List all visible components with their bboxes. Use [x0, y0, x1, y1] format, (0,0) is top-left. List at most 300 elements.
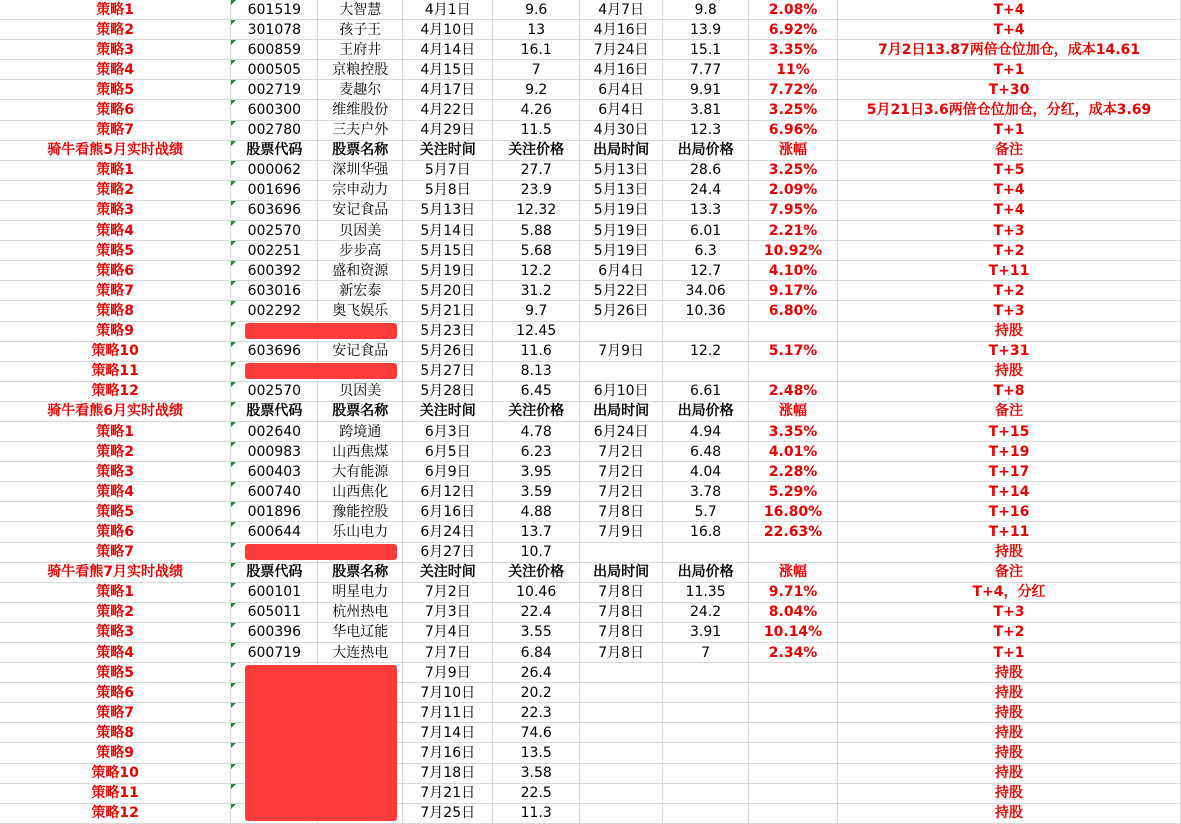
cell-watch-date[interactable]: 5月20日	[403, 281, 493, 301]
strategy-label[interactable]: 策略2	[0, 20, 231, 40]
cell-exit-date[interactable]: 5月19日	[580, 200, 663, 220]
cell-note[interactable]: T+16	[838, 502, 1181, 522]
cell-watch-date[interactable]: 5月8日	[403, 180, 493, 200]
cell-watch-price[interactable]: 16.1	[493, 40, 580, 60]
strategy-label[interactable]: 策略5	[0, 502, 231, 522]
cell-code[interactable]: 000062	[231, 160, 318, 180]
cell-code[interactable]: 000505	[231, 60, 318, 80]
strategy-label[interactable]: 策略10	[0, 763, 231, 783]
strategy-label[interactable]: 策略11	[0, 361, 231, 381]
cell-watch-price[interactable]: 4.78	[493, 421, 580, 441]
cell-exit-price[interactable]: 9.91	[663, 80, 749, 100]
cell-gain[interactable]: 9.71%	[749, 582, 838, 602]
cell-note[interactable]: 持股	[838, 703, 1181, 723]
cell-watch-price[interactable]: 31.2	[493, 281, 580, 301]
cell-exit-price[interactable]: 11.35	[663, 582, 749, 602]
cell-gain[interactable]: 2.48%	[749, 381, 838, 401]
cell-watch-date[interactable]: 5月28日	[403, 381, 493, 401]
strategy-label[interactable]: 策略5	[0, 241, 231, 261]
strategy-label[interactable]: 策略4	[0, 60, 231, 80]
cell-exit-date[interactable]	[580, 803, 663, 823]
cell-note[interactable]: 持股	[838, 683, 1181, 703]
cell-watch-price[interactable]: 3.55	[493, 622, 580, 642]
cell-gain[interactable]	[749, 723, 838, 743]
cell-name[interactable]: 三夫户外	[318, 120, 403, 140]
cell-exit-price[interactable]	[663, 542, 749, 562]
cell-exit-price[interactable]	[663, 663, 749, 683]
strategy-label[interactable]: 策略1	[0, 582, 231, 602]
cell-note[interactable]: T+4	[838, 0, 1181, 20]
cell-exit-date[interactable]: 5月26日	[580, 301, 663, 321]
cell-note[interactable]: T+8	[838, 381, 1181, 401]
cell-watch-date[interactable]: 5月23日	[403, 321, 493, 341]
cell-gain[interactable]	[749, 361, 838, 381]
cell-code[interactable]: 301078	[231, 20, 318, 40]
cell-watch-price[interactable]: 22.3	[493, 703, 580, 723]
cell-code[interactable]: 002292	[231, 301, 318, 321]
cell-code[interactable]: 002640	[231, 421, 318, 441]
cell-exit-date[interactable]	[580, 723, 663, 743]
strategy-label[interactable]: 策略4	[0, 643, 231, 663]
cell-exit-date[interactable]	[580, 321, 663, 341]
cell-watch-price[interactable]: 13.5	[493, 743, 580, 763]
cell-gain[interactable]: 3.25%	[749, 100, 838, 120]
cell-watch-date[interactable]: 5月7日	[403, 160, 493, 180]
cell-note[interactable]: T+2	[838, 281, 1181, 301]
cell-exit-date[interactable]: 7月8日	[580, 502, 663, 522]
cell-watch-date[interactable]: 6月5日	[403, 442, 493, 462]
cell-gain[interactable]: 11%	[749, 60, 838, 80]
cell-exit-date[interactable]: 6月24日	[580, 421, 663, 441]
cell-exit-price[interactable]: 4.94	[663, 421, 749, 441]
cell-exit-date[interactable]: 5月19日	[580, 221, 663, 241]
strategy-label[interactable]: 策略3	[0, 40, 231, 60]
cell-gain[interactable]	[749, 663, 838, 683]
cell-watch-price[interactable]: 20.2	[493, 683, 580, 703]
cell-exit-date[interactable]	[580, 743, 663, 763]
cell-code[interactable]: 600396	[231, 622, 318, 642]
cell-watch-date[interactable]: 4月14日	[403, 40, 493, 60]
cell-exit-price[interactable]: 6.61	[663, 381, 749, 401]
cell-exit-date[interactable]: 4月16日	[580, 20, 663, 40]
cell-watch-price[interactable]: 22.4	[493, 602, 580, 622]
cell-watch-date[interactable]: 7月16日	[403, 743, 493, 763]
cell-exit-price[interactable]: 3.91	[663, 622, 749, 642]
cell-note[interactable]: 持股	[838, 361, 1181, 381]
cell-code[interactable]: 600392	[231, 261, 318, 281]
cell-exit-price[interactable]: 5.7	[663, 502, 749, 522]
cell-watch-price[interactable]: 7	[493, 60, 580, 80]
cell-name[interactable]: 安记食品	[318, 200, 403, 220]
strategy-label[interactable]: 策略4	[0, 221, 231, 241]
cell-gain[interactable]: 5.17%	[749, 341, 838, 361]
cell-watch-date[interactable]: 6月12日	[403, 482, 493, 502]
cell-note[interactable]: 持股	[838, 542, 1181, 562]
cell-gain[interactable]	[749, 743, 838, 763]
cell-note[interactable]: T+4	[838, 200, 1181, 220]
cell-name[interactable]: 豫能控股	[318, 502, 403, 522]
cell-exit-price[interactable]: 7	[663, 643, 749, 663]
cell-watch-price[interactable]: 12.45	[493, 321, 580, 341]
strategy-label[interactable]: 策略7	[0, 281, 231, 301]
cell-note[interactable]: T+3	[838, 301, 1181, 321]
cell-code[interactable]: 001896	[231, 502, 318, 522]
cell-gain[interactable]	[749, 703, 838, 723]
cell-gain[interactable]: 2.28%	[749, 462, 838, 482]
cell-note[interactable]: T+19	[838, 442, 1181, 462]
cell-note[interactable]: T+4	[838, 180, 1181, 200]
cell-gain[interactable]	[749, 783, 838, 803]
cell-exit-date[interactable]: 7月2日	[580, 482, 663, 502]
cell-exit-date[interactable]: 7月8日	[580, 622, 663, 642]
cell-watch-price[interactable]: 12.2	[493, 261, 580, 281]
cell-exit-price[interactable]: 13.3	[663, 200, 749, 220]
cell-gain[interactable]	[749, 321, 838, 341]
cell-name[interactable]: 华电辽能	[318, 622, 403, 642]
cell-watch-price[interactable]: 11.5	[493, 120, 580, 140]
cell-note[interactable]: 持股	[838, 763, 1181, 783]
cell-watch-date[interactable]: 6月9日	[403, 462, 493, 482]
cell-exit-price[interactable]	[663, 683, 749, 703]
cell-code[interactable]: 002719	[231, 80, 318, 100]
cell-watch-price[interactable]: 11.3	[493, 803, 580, 823]
cell-watch-price[interactable]: 8.13	[493, 361, 580, 381]
cell-watch-price[interactable]: 10.7	[493, 542, 580, 562]
cell-code[interactable]: 600719	[231, 643, 318, 663]
cell-watch-date[interactable]: 7月11日	[403, 703, 493, 723]
cell-watch-date[interactable]: 7月7日	[403, 643, 493, 663]
cell-name[interactable]: 山西焦煤	[318, 442, 403, 462]
cell-code[interactable]: 600644	[231, 522, 318, 542]
cell-note[interactable]: T+5	[838, 160, 1181, 180]
cell-name[interactable]: 大连热电	[318, 643, 403, 663]
cell-watch-date[interactable]: 6月27日	[403, 542, 493, 562]
cell-exit-price[interactable]: 24.2	[663, 602, 749, 622]
cell-gain[interactable]: 16.80%	[749, 502, 838, 522]
cell-name[interactable]: 贝因美	[318, 221, 403, 241]
cell-exit-date[interactable]: 7月8日	[580, 582, 663, 602]
cell-exit-price[interactable]	[663, 321, 749, 341]
cell-watch-date[interactable]: 5月21日	[403, 301, 493, 321]
strategy-label[interactable]: 策略6	[0, 683, 231, 703]
strategy-label[interactable]: 策略3	[0, 200, 231, 220]
cell-watch-date[interactable]: 4月15日	[403, 60, 493, 80]
cell-note[interactable]: 7月2日13.87两倍仓位加仓，成本14.61	[838, 40, 1181, 60]
strategy-label[interactable]: 策略11	[0, 783, 231, 803]
cell-code[interactable]: 600859	[231, 40, 318, 60]
cell-gain[interactable]: 3.25%	[749, 160, 838, 180]
cell-watch-date[interactable]: 7月14日	[403, 723, 493, 743]
cell-watch-price[interactable]: 23.9	[493, 180, 580, 200]
cell-code[interactable]: 605011	[231, 602, 318, 622]
strategy-label[interactable]: 策略5	[0, 80, 231, 100]
cell-exit-price[interactable]: 7.77	[663, 60, 749, 80]
cell-exit-date[interactable]: 7月2日	[580, 462, 663, 482]
cell-gain[interactable]: 3.35%	[749, 40, 838, 60]
cell-exit-price[interactable]: 16.8	[663, 522, 749, 542]
cell-watch-date[interactable]: 4月22日	[403, 100, 493, 120]
cell-code[interactable]: 002251	[231, 241, 318, 261]
strategy-label[interactable]: 策略7	[0, 542, 231, 562]
cell-exit-price[interactable]	[663, 783, 749, 803]
strategy-label[interactable]: 策略12	[0, 803, 231, 823]
cell-gain[interactable]: 4.01%	[749, 442, 838, 462]
cell-watch-date[interactable]: 5月13日	[403, 200, 493, 220]
cell-gain[interactable]	[749, 683, 838, 703]
cell-watch-date[interactable]: 5月15日	[403, 241, 493, 261]
cell-note[interactable]: 持股	[838, 783, 1181, 803]
cell-exit-price[interactable]: 6.48	[663, 442, 749, 462]
cell-name[interactable]: 贝因美	[318, 381, 403, 401]
cell-name[interactable]: 杭州热电	[318, 602, 403, 622]
cell-watch-price[interactable]: 3.58	[493, 763, 580, 783]
cell-gain[interactable]: 3.35%	[749, 421, 838, 441]
strategy-label[interactable]: 策略10	[0, 341, 231, 361]
cell-note[interactable]: 持股	[838, 723, 1181, 743]
cell-watch-date[interactable]: 5月26日	[403, 341, 493, 361]
cell-note[interactable]: T+15	[838, 421, 1181, 441]
cell-code[interactable]: 001696	[231, 180, 318, 200]
cell-note[interactable]: T+2	[838, 622, 1181, 642]
cell-exit-date[interactable]: 5月19日	[580, 241, 663, 261]
cell-exit-date[interactable]: 5月22日	[580, 281, 663, 301]
cell-gain[interactable]	[749, 542, 838, 562]
cell-exit-price[interactable]: 10.36	[663, 301, 749, 321]
cell-name[interactable]: 盛和资源	[318, 261, 403, 281]
cell-exit-price[interactable]: 28.6	[663, 160, 749, 180]
cell-exit-price[interactable]: 34.06	[663, 281, 749, 301]
cell-note[interactable]: 5月21日3.6两倍仓位加仓，分红，成本3.69	[838, 100, 1181, 120]
cell-code[interactable]: 002570	[231, 381, 318, 401]
cell-code[interactable]: 603696	[231, 200, 318, 220]
cell-watch-price[interactable]: 11.6	[493, 341, 580, 361]
cell-exit-price[interactable]	[663, 763, 749, 783]
cell-exit-date[interactable]: 7月9日	[580, 341, 663, 361]
cell-watch-price[interactable]: 5.88	[493, 221, 580, 241]
cell-gain[interactable]: 2.09%	[749, 180, 838, 200]
cell-watch-price[interactable]: 74.6	[493, 723, 580, 743]
cell-name[interactable]: 新宏泰	[318, 281, 403, 301]
cell-watch-price[interactable]: 9.6	[493, 0, 580, 20]
cell-name[interactable]: 王府井	[318, 40, 403, 60]
cell-name[interactable]: 深圳华强	[318, 160, 403, 180]
cell-exit-price[interactable]: 3.78	[663, 482, 749, 502]
cell-code[interactable]: 600300	[231, 100, 318, 120]
cell-watch-date[interactable]: 5月27日	[403, 361, 493, 381]
cell-gain[interactable]: 7.72%	[749, 80, 838, 100]
cell-exit-date[interactable]: 6月4日	[580, 100, 663, 120]
cell-exit-date[interactable]	[580, 542, 663, 562]
cell-exit-date[interactable]	[580, 663, 663, 683]
cell-watch-date[interactable]: 4月1日	[403, 0, 493, 20]
cell-watch-price[interactable]: 3.59	[493, 482, 580, 502]
cell-gain[interactable]: 7.95%	[749, 200, 838, 220]
cell-watch-date[interactable]: 7月3日	[403, 602, 493, 622]
cell-note[interactable]: T+1	[838, 120, 1181, 140]
cell-watch-price[interactable]: 22.5	[493, 783, 580, 803]
strategy-label[interactable]: 策略1	[0, 160, 231, 180]
cell-note[interactable]: T+1	[838, 643, 1181, 663]
cell-name[interactable]: 大有能源	[318, 462, 403, 482]
cell-gain[interactable]: 9.17%	[749, 281, 838, 301]
cell-exit-date[interactable]	[580, 783, 663, 803]
cell-code[interactable]: 000983	[231, 442, 318, 462]
cell-name[interactable]: 乐山电力	[318, 522, 403, 542]
cell-name[interactable]: 明星电力	[318, 582, 403, 602]
cell-note[interactable]: 持股	[838, 803, 1181, 823]
cell-exit-price[interactable]: 9.8	[663, 0, 749, 20]
strategy-label[interactable]: 策略4	[0, 482, 231, 502]
cell-name[interactable]: 安记食品	[318, 341, 403, 361]
cell-name[interactable]: 宗申动力	[318, 180, 403, 200]
strategy-label[interactable]: 策略6	[0, 100, 231, 120]
cell-exit-price[interactable]	[663, 361, 749, 381]
cell-exit-date[interactable]: 6月4日	[580, 261, 663, 281]
cell-watch-price[interactable]: 26.4	[493, 663, 580, 683]
cell-gain[interactable]: 10.14%	[749, 622, 838, 642]
cell-exit-date[interactable]	[580, 763, 663, 783]
cell-watch-price[interactable]: 27.7	[493, 160, 580, 180]
cell-gain[interactable]: 2.34%	[749, 643, 838, 663]
cell-watch-date[interactable]: 4月29日	[403, 120, 493, 140]
strategy-label[interactable]: 策略2	[0, 602, 231, 622]
cell-gain[interactable]: 4.10%	[749, 261, 838, 281]
strategy-label[interactable]: 策略2	[0, 180, 231, 200]
cell-note[interactable]: T+17	[838, 462, 1181, 482]
cell-watch-date[interactable]: 4月17日	[403, 80, 493, 100]
cell-name[interactable]: 跨境通	[318, 421, 403, 441]
cell-exit-date[interactable]: 5月13日	[580, 160, 663, 180]
cell-code[interactable]: 600403	[231, 462, 318, 482]
cell-exit-date[interactable]: 6月4日	[580, 80, 663, 100]
cell-gain[interactable]: 5.29%	[749, 482, 838, 502]
cell-watch-date[interactable]: 5月14日	[403, 221, 493, 241]
cell-name[interactable]: 麦趣尔	[318, 80, 403, 100]
cell-watch-price[interactable]: 6.45	[493, 381, 580, 401]
strategy-label[interactable]: 策略8	[0, 723, 231, 743]
cell-gain[interactable]: 2.21%	[749, 221, 838, 241]
cell-code[interactable]: 603016	[231, 281, 318, 301]
strategy-label[interactable]: 策略8	[0, 301, 231, 321]
strategy-label[interactable]: 策略3	[0, 462, 231, 482]
cell-watch-price[interactable]: 4.26	[493, 100, 580, 120]
cell-watch-date[interactable]: 7月18日	[403, 763, 493, 783]
cell-name[interactable]: 大智慧	[318, 0, 403, 20]
strategy-label[interactable]: 策略5	[0, 663, 231, 683]
cell-name[interactable]: 山西焦化	[318, 482, 403, 502]
strategy-label[interactable]: 策略9	[0, 321, 231, 341]
cell-exit-price[interactable]	[663, 703, 749, 723]
cell-exit-date[interactable]: 7月9日	[580, 522, 663, 542]
cell-exit-price[interactable]: 12.7	[663, 261, 749, 281]
cell-exit-date[interactable]: 7月2日	[580, 442, 663, 462]
cell-gain[interactable]	[749, 803, 838, 823]
strategy-label[interactable]: 策略6	[0, 261, 231, 281]
strategy-label[interactable]: 策略6	[0, 522, 231, 542]
strategy-label[interactable]: 策略9	[0, 743, 231, 763]
cell-watch-price[interactable]: 4.88	[493, 502, 580, 522]
cell-gain[interactable]	[749, 763, 838, 783]
cell-note[interactable]: 持股	[838, 743, 1181, 763]
cell-watch-price[interactable]: 9.7	[493, 301, 580, 321]
cell-exit-price[interactable]: 12.2	[663, 341, 749, 361]
cell-watch-price[interactable]: 6.84	[493, 643, 580, 663]
cell-watch-date[interactable]: 7月25日	[403, 803, 493, 823]
cell-exit-price[interactable]	[663, 723, 749, 743]
cell-name[interactable]: 维维股份	[318, 100, 403, 120]
cell-watch-date[interactable]: 7月4日	[403, 622, 493, 642]
cell-exit-price[interactable]: 6.01	[663, 221, 749, 241]
cell-watch-date[interactable]: 7月2日	[403, 582, 493, 602]
cell-watch-price[interactable]: 3.95	[493, 462, 580, 482]
cell-watch-date[interactable]: 7月10日	[403, 683, 493, 703]
cell-exit-date[interactable]: 4月30日	[580, 120, 663, 140]
cell-watch-price[interactable]: 9.2	[493, 80, 580, 100]
cell-watch-price[interactable]: 6.23	[493, 442, 580, 462]
cell-exit-date[interactable]: 7月24日	[580, 40, 663, 60]
cell-note[interactable]: T+4	[838, 20, 1181, 40]
cell-watch-date[interactable]: 5月19日	[403, 261, 493, 281]
cell-note[interactable]: T+3	[838, 602, 1181, 622]
cell-gain[interactable]: 6.80%	[749, 301, 838, 321]
cell-gain[interactable]: 22.63%	[749, 522, 838, 542]
cell-exit-date[interactable]: 7月8日	[580, 602, 663, 622]
cell-watch-price[interactable]: 5.68	[493, 241, 580, 261]
strategy-label[interactable]: 策略7	[0, 120, 231, 140]
cell-watch-price[interactable]: 12.32	[493, 200, 580, 220]
cell-gain[interactable]: 8.04%	[749, 602, 838, 622]
cell-note[interactable]: T+3	[838, 221, 1181, 241]
cell-gain[interactable]: 2.08%	[749, 0, 838, 20]
cell-exit-date[interactable]: 4月7日	[580, 0, 663, 20]
cell-code[interactable]: 002780	[231, 120, 318, 140]
cell-note[interactable]: T+14	[838, 482, 1181, 502]
cell-exit-price[interactable]: 6.3	[663, 241, 749, 261]
cell-note[interactable]: 持股	[838, 321, 1181, 341]
cell-exit-date[interactable]: 6月10日	[580, 381, 663, 401]
cell-exit-price[interactable]: 3.81	[663, 100, 749, 120]
cell-code[interactable]: 603696	[231, 341, 318, 361]
cell-note[interactable]: T+1	[838, 60, 1181, 80]
cell-code[interactable]: 600101	[231, 582, 318, 602]
cell-watch-date[interactable]: 7月9日	[403, 663, 493, 683]
cell-exit-date[interactable]	[580, 703, 663, 723]
cell-exit-price[interactable]: 15.1	[663, 40, 749, 60]
cell-watch-date[interactable]: 7月21日	[403, 783, 493, 803]
cell-gain[interactable]: 6.96%	[749, 120, 838, 140]
strategy-label[interactable]: 策略7	[0, 703, 231, 723]
cell-note[interactable]: T+2	[838, 241, 1181, 261]
cell-watch-price[interactable]: 10.46	[493, 582, 580, 602]
cell-note[interactable]: T+11	[838, 522, 1181, 542]
cell-watch-date[interactable]: 6月16日	[403, 502, 493, 522]
strategy-label[interactable]: 策略3	[0, 622, 231, 642]
cell-note[interactable]: T+4，分红	[838, 582, 1181, 602]
cell-watch-date[interactable]: 4月10日	[403, 20, 493, 40]
cell-watch-date[interactable]: 6月24日	[403, 522, 493, 542]
cell-name[interactable]: 奥飞娱乐	[318, 301, 403, 321]
cell-name[interactable]: 孩子王	[318, 20, 403, 40]
cell-name[interactable]: 京粮控股	[318, 60, 403, 80]
cell-exit-price[interactable]: 13.9	[663, 20, 749, 40]
cell-note[interactable]: 持股	[838, 663, 1181, 683]
cell-exit-price[interactable]	[663, 743, 749, 763]
strategy-label[interactable]: 策略1	[0, 421, 231, 441]
cell-code[interactable]: 002570	[231, 221, 318, 241]
cell-name[interactable]: 步步高	[318, 241, 403, 261]
cell-exit-date[interactable]: 5月13日	[580, 180, 663, 200]
cell-exit-price[interactable]	[663, 803, 749, 823]
